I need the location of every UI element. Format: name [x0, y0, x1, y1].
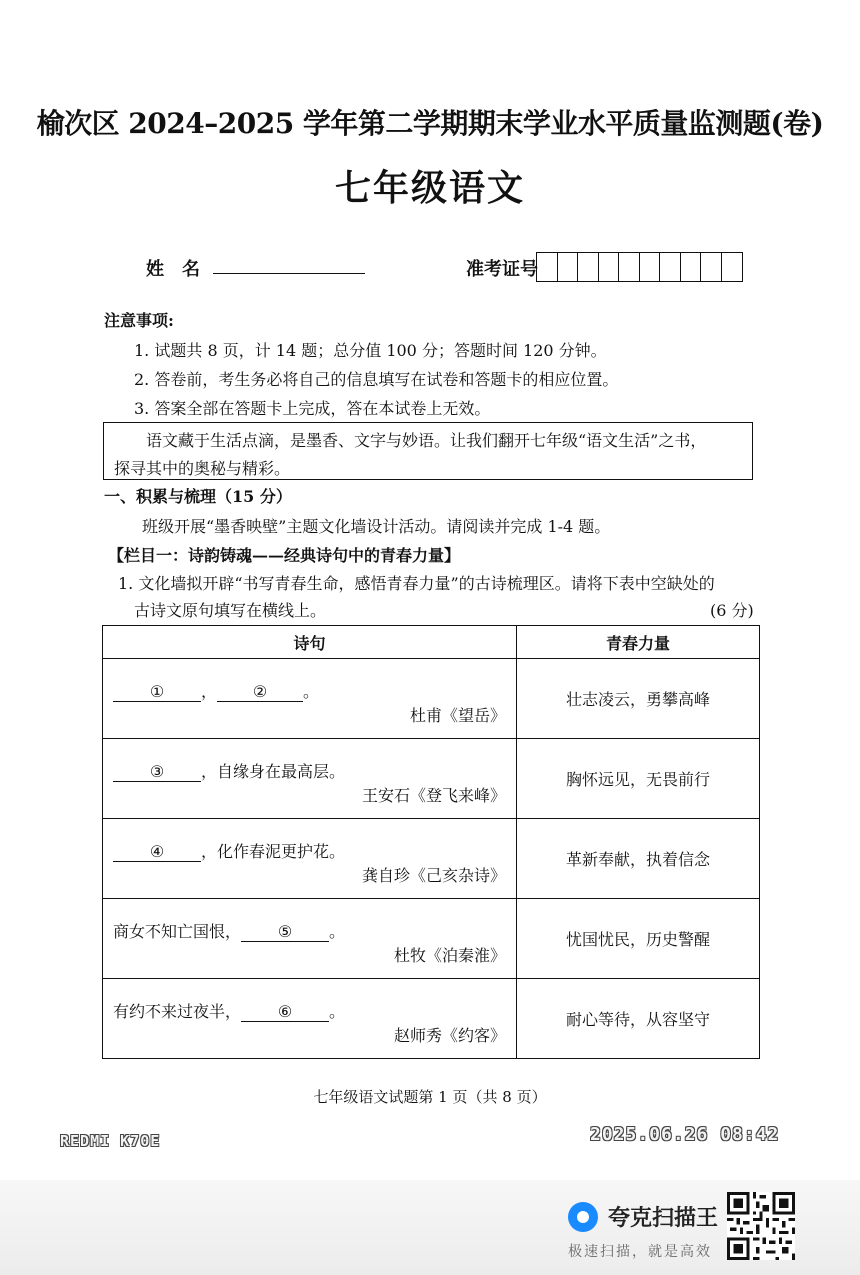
question-1-line-2: 古诗文原句填写在横线上。	[134, 601, 327, 620]
youth-power-cell: 胸怀远见，无畏前行	[517, 739, 760, 819]
poem-source: 杜甫《望岳》	[409, 706, 506, 725]
poem-source: 王安石《登飞来峰》	[361, 786, 506, 805]
verse-text: ，自缘身在最高层。	[201, 762, 346, 781]
verse-text: 有约不来过夜半，	[113, 1002, 242, 1021]
page-footer: 七年级语文试题第 1 页（共 8 页）	[313, 1088, 547, 1106]
verse-text: 。	[329, 1002, 346, 1021]
youth-power-cell: 忧国忧民，历史警醒	[517, 899, 760, 979]
answer-blank[interactable]: ⑤	[241, 923, 329, 942]
verse-text: ，	[201, 682, 218, 701]
youth-power-cell: 耐心等待，从容坚守	[517, 979, 760, 1059]
exam-number-box[interactable]	[537, 253, 558, 281]
poem-source: 杜牧《泊秦淮》	[393, 946, 506, 965]
verse-text: 。	[303, 682, 320, 701]
exam-subject: 七年级语文	[334, 167, 525, 209]
exam-number-label: 准考证号	[466, 259, 538, 280]
intro-line-2: 探寻其中的奥秘与精彩。	[114, 459, 291, 478]
scanner-slogan: 极速扫描，就是高效	[568, 1244, 712, 1260]
answer-blank[interactable]: ②	[217, 683, 303, 702]
verse-text: ，化作春泥更护花。	[201, 842, 346, 861]
question-1-score: (6 分)	[710, 601, 754, 620]
exam-number-box[interactable]	[660, 253, 681, 281]
scanner-logo-icon	[568, 1202, 598, 1232]
device-watermark: REDMI K70E	[60, 1132, 161, 1150]
verse-text: 商女不知亡国恨，	[113, 922, 242, 941]
exam-number-box[interactable]	[681, 253, 702, 281]
answer-blank[interactable]: ①	[113, 683, 201, 702]
exam-number-box[interactable]	[619, 253, 640, 281]
exam-number-boxes[interactable]	[536, 252, 743, 282]
verse-line	[113, 919, 345, 942]
verse-text: 。	[329, 922, 346, 941]
exam-number-box[interactable]	[599, 253, 620, 281]
exam-title: 榆次区 2024–2025 学年第二学期期末学业水平质量监测题(卷)	[36, 107, 824, 140]
qr-code-icon	[727, 1192, 795, 1260]
answer-blank[interactable]: ④	[113, 843, 201, 862]
poem-source: 龚自珍《己亥杂诗》	[361, 866, 506, 885]
column-title: 【栏目一：诗韵铸魂——经典诗句中的青春力量】	[108, 546, 461, 565]
youth-power-cell: 壮志凌云，勇攀高峰	[517, 659, 760, 739]
table-row	[103, 819, 760, 899]
notice-item: 3. 答案全部在答题卡上完成，答在本试卷上无效。	[134, 399, 491, 418]
verse-cell	[103, 979, 517, 1059]
notice-item: 1. 试题共 8 页，计 14 题；总分值 100 分；答题时间 120 分钟。	[134, 341, 607, 360]
verse-cell	[103, 659, 517, 739]
table-row	[103, 659, 760, 739]
table-row	[103, 899, 760, 979]
intro-box	[103, 422, 753, 480]
exam-number-box[interactable]	[578, 253, 599, 281]
header-verse: 诗句	[103, 626, 517, 659]
verse-line	[113, 839, 345, 862]
exam-number-box[interactable]	[640, 253, 661, 281]
table-row	[103, 739, 760, 819]
exam-number-box[interactable]	[558, 253, 579, 281]
header-power: 青春力量	[517, 626, 760, 659]
verse-line	[113, 679, 319, 702]
answer-blank[interactable]: ③	[113, 763, 201, 782]
exam-number-box[interactable]	[701, 253, 722, 281]
verse-line	[113, 999, 345, 1022]
name-label: 姓 名	[146, 259, 200, 280]
scanner-name: 夸克扫描王	[608, 1206, 719, 1231]
poem-table	[102, 625, 760, 1059]
answer-blank[interactable]: ⑥	[241, 1003, 329, 1022]
intro-line-1: 语文藏于生活点滴，是墨香、文字与妙语。让我们翻开七年级“语文生活”之书，	[146, 431, 707, 450]
notice-item: 2. 答卷前，考生务必将自己的信息填写在试卷和答题卡的相应位置。	[134, 370, 619, 389]
section-heading: 一、积累与梳理（15 分）	[104, 487, 292, 506]
exam-number-box[interactable]	[722, 253, 743, 281]
table-row	[103, 979, 760, 1059]
poem-source: 赵师秀《约客》	[393, 1026, 506, 1045]
verse-cell	[103, 899, 517, 979]
name-field[interactable]	[213, 273, 365, 274]
verse-cell	[103, 819, 517, 899]
verse-line	[113, 759, 345, 782]
activity-text: 班级开展“墨香映壁”主题文化墙设计活动。请阅读并完成 1-4 题。	[142, 517, 611, 536]
notice-title: 注意事项:	[104, 311, 174, 330]
verse-cell	[103, 739, 517, 819]
datetime-watermark: 2025.06.26 08:42	[590, 1124, 780, 1145]
question-1-line-1: 1. 文化墙拟开辟“书写青春生命，感悟青春力量”的古诗梳理区。请将下表中空缺处的	[118, 574, 715, 593]
youth-power-cell: 革新奉献，执着信念	[517, 819, 760, 899]
